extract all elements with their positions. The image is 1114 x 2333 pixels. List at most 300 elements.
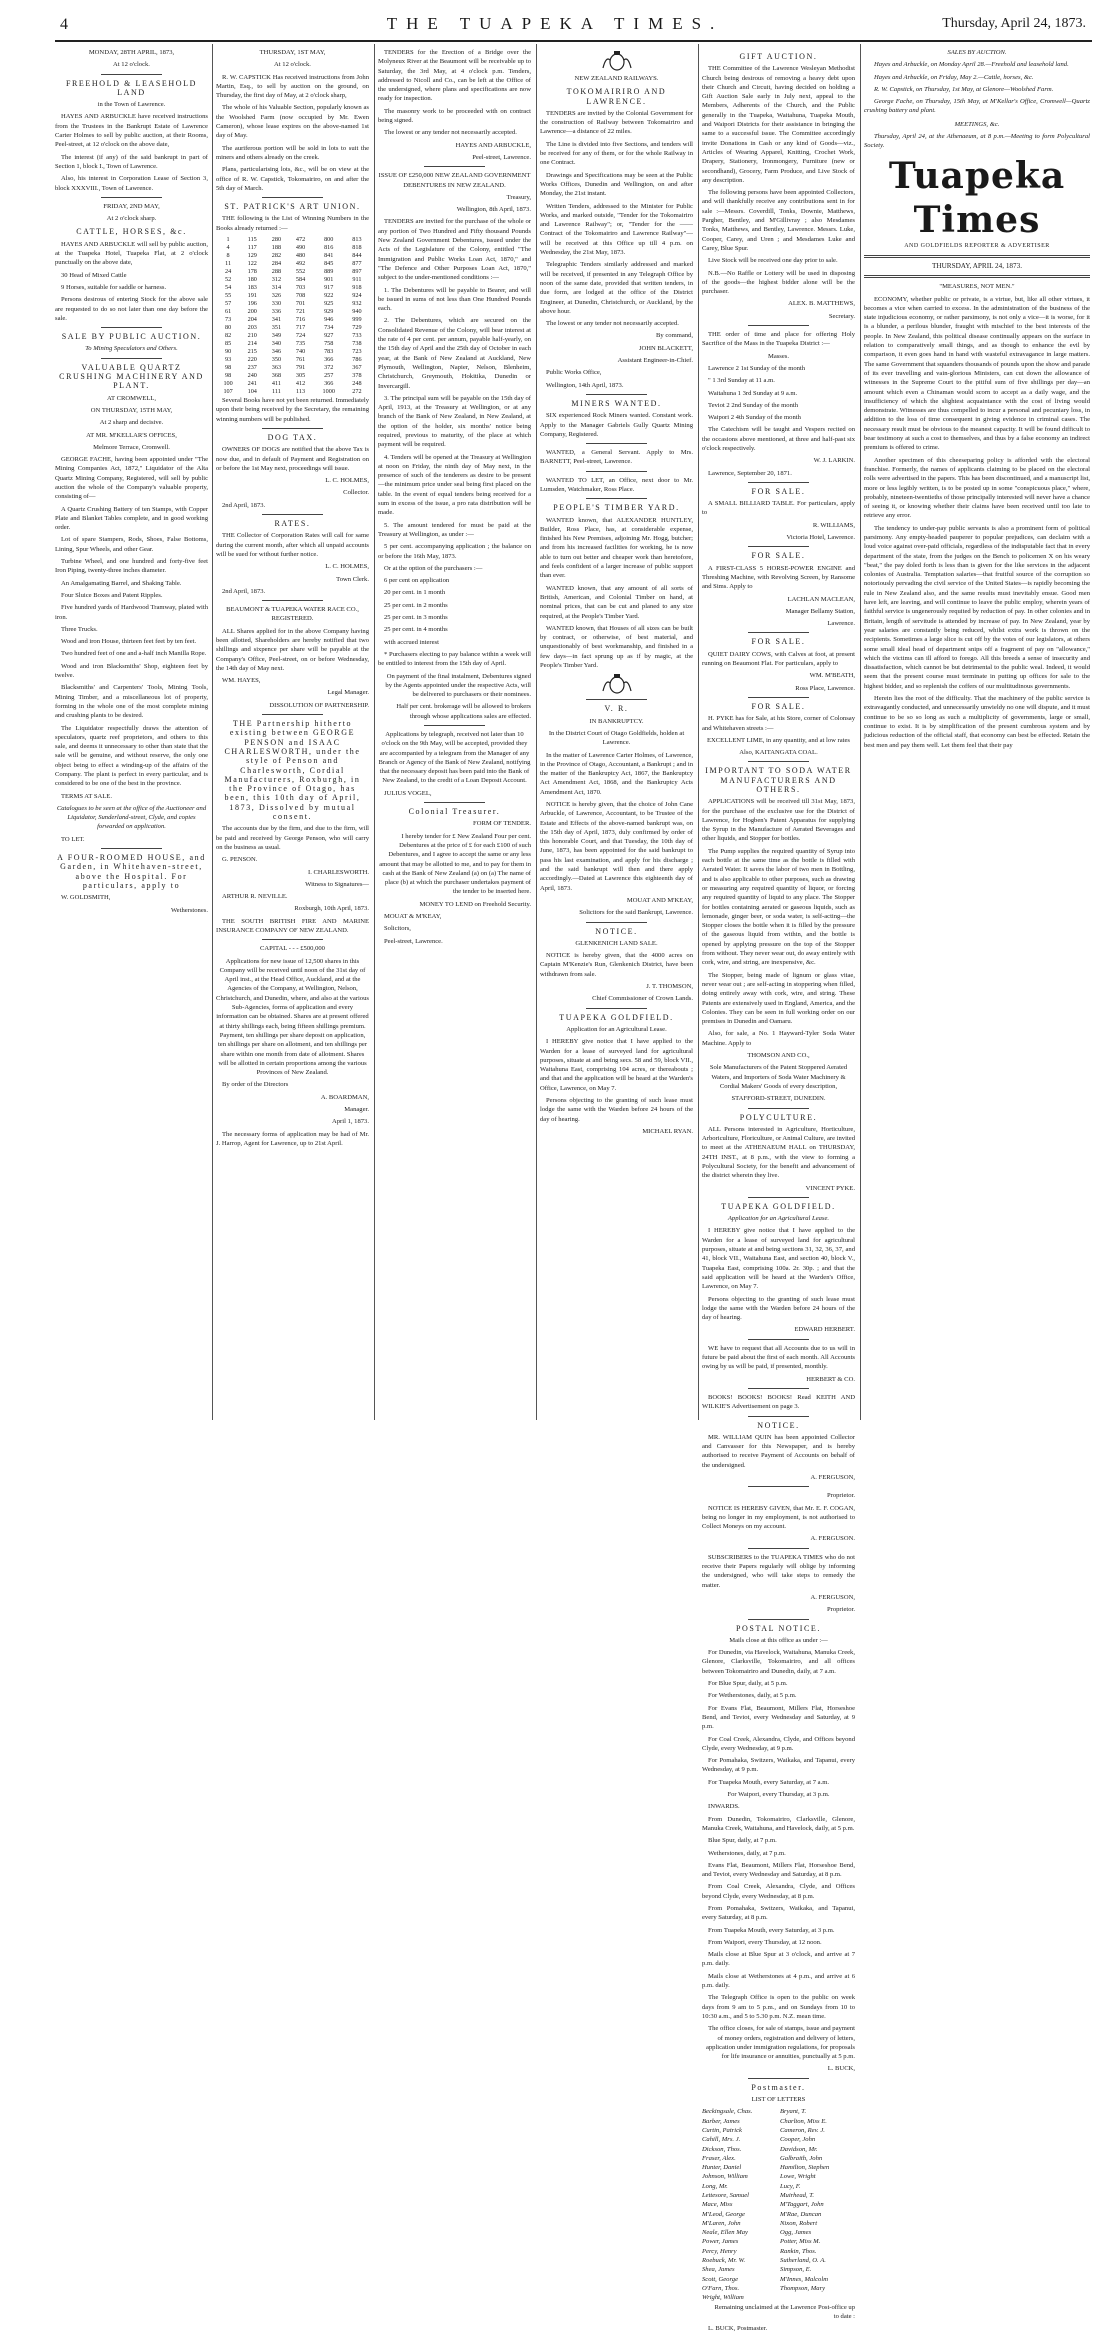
advert-text: Wellington, 8th April, 1873.	[456, 206, 531, 214]
advert-text: I. CHARLESWORTH.	[308, 868, 369, 876]
editorial-paragraph: ECONOMY, whether public or private, is a virtue, but, like all other virtues, it becomes a vice when carried to excess. In the administration of the business of the state injudicious economy, or rather parsimony, is not only a vice—it is worse, for it is a blunder, a perilous blunder, fraught with mischief to the best interests of the people. In New Zealand, this political disease continually appears on the surface in relation to comparatively small things, and as though to enhance the evil by comparison, it even goes hand in hand with wasteful extravagance in large matters. The same Government that squanders thousands of pounds upon the show and parade of its ever travelling and vain-glorious Ministers, can cut down the allowance of witnesses in the Supreme Court to the pitiful sum of five shillings per day—an amount which even a Chinaman would scorn to accept as a daily wage, and the insufficiency of which the slightest acquaintance with the cost of living would demonstrate. Witnesses are thus compelled to incur a personal and pecuniary loss, in addition to the loss of time consequent in giving evidence in criminal cases. The necessary result must be obvious to the meanest capacity. It will be found difficult to bear testimony at such a cost to themselves, and thus by a false economy an indirect premium is offered to crime.	[864, 295, 1090, 452]
advert-separator	[101, 197, 162, 198]
notice-text: BOOKS! BOOKS! BOOKS! Read KEITH AND WILKIE'S Advertisement on page 3.	[702, 1393, 855, 1411]
advert-separator	[101, 848, 162, 849]
advert-text: 5 per cent. accompanying application ; the balance on or before the 16th May, 1873.	[378, 543, 531, 560]
letter-name: Hamilton, Stephen	[780, 2164, 830, 2172]
notice-text: The Telegraph Office is open to the public on week days from 9 am to 5 p.m., and on Sundays from 10 to 10:30 a.m., and 5 to 5.30 p.m. N.Z. mean time.	[702, 1994, 855, 2020]
advert-text: At 2 o'clock sharp.	[106, 215, 157, 223]
table-cell: 922	[324, 292, 334, 300]
table-cell: 98	[224, 364, 232, 372]
notice-text: HERBERT & CO.	[806, 1375, 855, 1383]
table-cell: 57	[224, 300, 232, 308]
table-cell: 999	[352, 316, 362, 324]
table-cell: 346	[271, 348, 282, 356]
advert-text: TENDERS are invited by the Colonial Government for the construction of Railway between Tokomairiro and Lawrence—a distance of 22 miles.	[540, 109, 693, 136]
table-cell: 1000	[322, 388, 335, 396]
advert-text: Victoria Hotel, Lawrence.	[786, 534, 855, 542]
advert-text: NOTICE is hereby given, that the choice of John Cane Arbuckle, of Lawrence, Accountant, to be Trustee of the Estate and Effects of the above-named bankrupt was, on the 15th day of April, 1873, duly confirmed by order of this honorable Court, and that Tuesday, the 10th day of June, 1873, has been appointed for the said bankrupt to pass his last examination, and apply for his discharge ; and the said bankrupt will then and there apply accordingly.—Dated at Lawrence this eighteenth day of April, 1873.	[540, 801, 693, 892]
notice-text: From Coal Creek, Alexandra, Clyde, and Offices beyond Clyde, every Wednesday, at 8 p.m.	[702, 1883, 855, 1900]
letter-name: Percy, Henry	[702, 2247, 737, 2255]
table-cell: 733	[352, 332, 362, 340]
advert-text: THE SOUTH BRITISH FIRE AND MARINE INSURANCE COMPANY OF NEW ZEALAND.	[216, 917, 369, 934]
table-cell: 758	[324, 340, 334, 348]
meetings-list	[864, 132, 1090, 151]
advert-text: CAPITAL - - - £500,000	[260, 945, 325, 953]
table-cell: 54	[224, 284, 232, 292]
advert-separator	[101, 327, 162, 328]
running-masthead: THE TUAPEKA TIMES.	[386, 14, 724, 33]
advert-text: By order of the Directors	[222, 1081, 289, 1089]
table-cell: 366	[324, 380, 334, 388]
sales-list	[864, 60, 1090, 115]
table-cell: 877	[352, 260, 362, 268]
letter-name: Charlton, Miss E.	[780, 2117, 827, 2125]
advert-text: Four Sluice Boxes and Patent Ripples.	[61, 591, 163, 599]
letter-name: Ogg, James	[780, 2229, 812, 2237]
table-cell: 282	[271, 252, 282, 260]
notice-text: LIST OF LETTERS	[751, 2096, 806, 2104]
advert-text: THURSDAY, 1ST MAY,	[259, 49, 326, 56]
advert-text: THE following is the List of Winning Numbers in the Books already returned :—	[216, 215, 369, 232]
advert-text: BEAUMONT & TUAPEKA WATER RACE CO., REGISTERED.	[226, 606, 359, 623]
table-cell: 911	[352, 276, 362, 284]
advert-text: Applications by telegraph, received not later than 10 o'clock on the 9th May, will be accepted, provided they are accompanied by a telegram from the Manager of any Branch or Agency of the Bank of New Zealand, notifying that the necessary deposit has been paid into the Bank of New Zealand, to the credit of a Loan Deposit Account.	[378, 731, 531, 785]
table-row	[216, 364, 369, 372]
table-cell: 183	[247, 284, 257, 292]
advert-text: FORM OF TENDER.	[473, 820, 531, 828]
table-cell: 897	[352, 268, 362, 276]
notice-text: Proprietor.	[826, 1492, 855, 1500]
advert-text: H. PYKE has for Sale, at his Store, corner of Colonsay and Whitehaven streets :—	[702, 715, 855, 732]
table-cell: 783	[324, 348, 334, 356]
advert-text: 25 per cent. in 2 months	[384, 601, 448, 609]
table-cell: 73	[224, 316, 232, 324]
notice-text: A. FERGUSON,	[810, 1593, 855, 1601]
table-cell: 188	[271, 244, 282, 252]
winning-numbers-table	[216, 236, 369, 396]
notice-text: A. FERGUSON,	[810, 1474, 855, 1481]
table-cell: 368	[271, 372, 282, 380]
letter-name: Lowe, Wright	[780, 2173, 816, 2181]
notice-text: Application for an Agricultural Lease.	[727, 1215, 830, 1223]
letter-name: Muirhead, T.	[780, 2192, 815, 2199]
notice-text: EDWARD HERBERT.	[794, 1326, 855, 1334]
advert-text: Persons desirous of entering Stock for the above sale are requested to do so not later than one day before the sale.	[55, 296, 208, 322]
table-row	[216, 332, 369, 340]
column-divider	[698, 44, 699, 1420]
advert-text: GEORGE FACHE, having been appointed under "The Mining Companies Act, 1872," Liquidator of the Alta Quartz Mining Company, Registered, will sell by public auction the whole of the Company's valuable property, consisting of—	[55, 456, 208, 501]
table-cell: 412	[295, 380, 306, 388]
table-cell: 104	[247, 388, 257, 396]
advert-text: Applications for new issue of 12,500 shares in this Company will be received until noon of the 31st day of April inst., at the Head Office, Auckland, and at the Agencies of the Company, at Wellington, Nelson, Christchurch, and Dunedin, where, and also at the various Sub-Agencies, forms of application and every information can be obtained. Shares are at present offered at thirty shillings each, being fifteen shillings premium. Payment, ten shillings per share deposit on application, ten shillings per share on allotment, and ten shillings per share within one month from date of allotment. Shares will be allotted in certain proportions among the various Provinces of New Zealand.	[216, 957, 369, 1077]
advert-text: Blacksmiths' and Carpenters' Tools, Mining Tools, Mining Timber, and a miscellaneous lot of property, forming in the whole one of the most complete mining and crushing plants to be desired.	[55, 684, 208, 720]
notice-text: For Evans Flat, Beaumont, Millers Flat, Horseshoe Bend, and Teviot, every Wednesday and Saturday, at 9 p.m.	[702, 1704, 855, 1731]
notice-text: NOTICE IS HEREBY GIVEN, that Mr. E. F. COGAN, being no longer in my employment, is not authorised to Collect Moneys on my account.	[702, 1504, 855, 1531]
advert-text: MOUAT AND M'KEAY,	[626, 896, 693, 904]
table-cell: 220	[247, 356, 257, 364]
advert-text: Telegraphic Tenders similarly addressed and marked will be received, if presented in any Telegraph Office by noon of the same date, provided that written tenders, in due form, are lodged at the office of the District Engineer, at Dunedin, Christchurch, or Auckland, by the above hour.	[540, 261, 693, 315]
advert-text: Peel-street, Lawrence.	[384, 937, 443, 945]
advert-separator	[101, 74, 162, 75]
advert-text: Peel-street, Lawrence.	[472, 153, 531, 161]
column-5	[702, 48, 855, 2333]
advert-text: RATES.	[274, 519, 311, 529]
notice-text: Postmaster.	[751, 2082, 806, 2092]
advert-text: To Mining Speculators and Others.	[85, 345, 178, 353]
advert-separator	[586, 498, 647, 499]
letter-name: Davidson, Mr.	[780, 2145, 818, 2153]
advert-text: Five hundred yards of Hardwood Tramway, plated with iron.	[55, 604, 208, 621]
advert-text: 2nd April, 1873.	[222, 587, 266, 595]
letter-name: Galbraith, John	[780, 2154, 823, 2162]
advert-text: V. R.	[604, 704, 629, 714]
table-cell: 584	[295, 276, 306, 284]
advert-text: 30 Head of Mixed Cattle	[61, 271, 127, 279]
advert-text: Two hundred feet of one and a-half inch Manilla Rope.	[61, 650, 207, 658]
advert-text: ISSUE OF £250,000 NEW ZEALAND GOVERNMENT DEBENTURES IN NEW ZEALAND.	[378, 172, 531, 189]
table-cell: 734	[324, 324, 334, 332]
advert-separator	[586, 699, 647, 700]
advert-text: SALE BY PUBLIC AUCTION.	[61, 332, 202, 342]
letter-name: Shea, James	[702, 2266, 735, 2274]
advert-text: W. J. LARKIN.	[813, 457, 855, 465]
advert-text: Sole Manufacturers of the Patent Stoppered Aerated Waters, and Importers of Soda Water Machinery & Cordial Makers' Goods of every description,	[709, 1064, 848, 1090]
table-cell: 117	[247, 244, 257, 252]
letters-column	[780, 2107, 855, 2302]
advert-text: The Catechism will be taught and Vespers recited on the occasions above mentioned, at three and half-past six o'clock respectively.	[702, 426, 855, 452]
letter-name: Scott, George	[702, 2275, 739, 2283]
advert-text: Waitahuna 1 3rd Sunday at 9 a.m.	[708, 389, 798, 397]
letter-name: Sutherland, O. A.	[780, 2257, 826, 2265]
advert-text: Catalogues to be seen at the office of the Auctioneer and Liquidator, Sunderland-street, Clyde, and copies forwarded on application.	[56, 804, 207, 831]
table-cell: 180	[247, 276, 257, 284]
column-divider	[536, 44, 537, 1420]
advert-text: At 2 sharp and decisive.	[99, 419, 164, 427]
advert-text: * Purchasers electing to pay balance within a week will be entitled to interest from the 15th day of April.	[378, 650, 531, 668]
letter-name: Mace, Miss	[702, 2201, 733, 2209]
letter-name: Lettesore, Samuel	[702, 2192, 750, 2199]
table-cell: 889	[324, 268, 334, 276]
advert-separator	[748, 761, 809, 762]
advert-text: The interest (if any) of the said bankrupt in part of Section 1, block I., Town of Lawrence.	[55, 153, 208, 170]
advert-text: ALEX. B. MATTHEWS,	[788, 300, 855, 308]
advert-text: EXCELLENT LIME, in any quantity, and at low rates	[706, 736, 850, 744]
letter-name: O'Farn, Thos.	[702, 2284, 740, 2292]
table-cell: 200	[247, 308, 257, 316]
table-cell: 927	[324, 332, 334, 340]
advert-text: HAYES AND ARBUCKLE will sell by public auction, at the Tuapeka Hotel, Tuapeka Flat, at 2 o'clock punctually on the above date,	[55, 240, 208, 267]
advert-text: Three Trucks.	[61, 625, 98, 633]
advert-text: MONEY TO LEND on Freehold Security.	[419, 900, 531, 908]
advert-text: DOG TAX.	[267, 432, 318, 442]
table-cell: 841	[324, 252, 334, 260]
table-cell: 918	[352, 284, 362, 292]
advert-text: STAFFORD-STREET, DUNEDIN.	[731, 1095, 826, 1103]
table-cell: 929	[324, 308, 334, 316]
advert-text: The masonry work to be proceeded with on contract being signed.	[378, 107, 531, 125]
notice-text: From Dunedin, Tokomairiro, Clarksville, Glenore, Manuka Creek, Waitahuna, and Havelock, daily, at 5 p.m.	[702, 1815, 855, 1832]
advert-text: THE order of time and place for offering Holy Sacrifice of the Mass in the Tuapeka District :—	[702, 331, 855, 348]
letter-name: Johnson, William	[702, 2173, 748, 2181]
letter-name: Rankin, Thos.	[780, 2247, 817, 2255]
advert-text: A SMALL BILLIARD TABLE. For particulars, apply to	[702, 500, 855, 517]
notice-text: L. BUCK, Postmaster.	[708, 2325, 768, 2333]
letter-name: Cooper, John	[780, 2136, 816, 2144]
letter-name: Hunter, Daniel	[702, 2164, 742, 2172]
table-cell: 940	[352, 308, 362, 316]
notice-text: For Blue Spur, daily, at 5 p.m.	[708, 1680, 788, 1688]
royal-crest-icon	[600, 50, 634, 72]
advert-text: GLENKENICH LAND SALE.	[575, 939, 658, 947]
table-cell: 816	[324, 244, 334, 252]
advert-text: The accounts due by the firm, and due to the firm, will be paid and received by George Penson, who will carry on the business as usual.	[216, 825, 369, 851]
advert-text: THOMSON AND CO.,	[747, 1052, 810, 1060]
meetings-heading: MEETINGS, &c.	[954, 120, 1000, 128]
table-row	[216, 244, 369, 252]
advert-text: Secretary.	[828, 312, 855, 320]
table-cell: 740	[295, 348, 306, 356]
advert-text: Colonial Treasurer.	[408, 807, 501, 817]
editorial-motto: "MEASURES, NOT MEN."	[939, 283, 1015, 291]
notice-text: MR. WILLIAM QUIN has been appointed Collector and Canvasser for this Newspaper, and is hereby authorised to receive Payment of Accounts on behalf of the undersigned.	[702, 1433, 855, 1469]
advert-text: Also, his interest in Corporation Lease of Section 3, block XXXVIII., Town of Lawrence.	[55, 175, 208, 192]
letter-name: Thompson, Mary	[780, 2284, 826, 2292]
letter-name: Potter, Miss M.	[780, 2238, 821, 2246]
table-cell: 844	[352, 252, 362, 260]
advert-text: JULIUS VOGEL,	[384, 789, 432, 797]
advert-text: TOKOMAIRIRO AND LAWRENCE.	[566, 87, 667, 106]
table-cell: 85	[224, 340, 232, 348]
table-cell: 284	[271, 260, 282, 268]
advert-text: TERMS AT SALE.	[61, 792, 112, 800]
table-cell: 8	[226, 252, 230, 260]
letter-name: Dickson, Thos.	[702, 2145, 742, 2153]
advert-text: FREEHOLD & LEASEHOLD LAND	[65, 78, 198, 97]
editorial-masthead: Tuapeka Times	[888, 154, 1066, 241]
advert-text: A FIRST-CLASS 5 HORSE-POWER ENGINE and Threshing Machine, with Revolving Screen, by Ransome and Sims. Apply to	[702, 564, 855, 591]
advert-text: 2nd April, 1873.	[222, 501, 266, 509]
advert-text: TENDERS for the Erection of a Bridge over the Molyneux River at the Beaumont will be receivable up to Saturday, the 3rd May, at 4 o'clock p.m. Tenders, addressed to Nicoll and Co., can be left at the Office of the undersigned, where plans and specifications are now ready for inspection.	[378, 49, 531, 103]
advert-text: W. GOLDSMITH,	[61, 894, 111, 902]
table-cell: 129	[247, 252, 257, 260]
advert-text: Application for an Agricultural Lease.	[566, 1025, 667, 1033]
column-3	[378, 48, 531, 1418]
table-cell: 52	[224, 276, 232, 284]
table-cell: 490	[295, 244, 306, 252]
letter-name: Barber, James	[702, 2117, 740, 2125]
table-cell: 723	[352, 348, 362, 356]
notice-text: For Waipori, every Thursday, at 3 p.m.	[727, 1791, 830, 1799]
table-row	[216, 236, 369, 244]
advert-text: Wood and iron Blacksmiths' Shop, eighteen feet by twelve.	[55, 662, 208, 680]
table-cell: 729	[352, 324, 362, 332]
masthead-rule	[864, 275, 1090, 278]
table-row	[216, 276, 369, 284]
letters-column	[702, 2107, 777, 2302]
sale-listing: Hayes and Arbuckle, on Monday April 28.—Freehold and leasehold land.	[874, 61, 1069, 69]
advert-text: Legal Manager.	[327, 689, 369, 697]
advert-separator	[586, 394, 647, 395]
advert-text: WANTED known, that Houses of all sizes can be built by contract, or otherwise, of best material, and unquestionably of best workmanship, and finished in a few days—in fact sprung up as if by magic, at the People's Timber Yard.	[540, 624, 693, 670]
editorial-text	[864, 295, 1090, 750]
notice-text: Mails close at this office as under :—	[729, 1636, 828, 1644]
advert-text: FOR SALE.	[751, 551, 806, 561]
advert-separator	[748, 482, 809, 483]
advert-text: Several Books have not yet been returned. Immediately upon their being received by the Secretary, the remaining winning numbers will be published.	[216, 397, 369, 423]
advert-separator	[586, 443, 647, 444]
letter-name: Long, Mr.	[702, 2182, 728, 2190]
table-cell: 178	[247, 268, 257, 276]
notice-text: Remaining unclaimed at the Lawrence Post-office up to date :	[714, 2303, 855, 2320]
table-cell: 367	[352, 364, 362, 372]
notice-text: Mails close at Blue Spur at 3 o'clock, and arrive at 7 p.m. daily.	[702, 1951, 855, 1968]
advert-text: NOTICE.	[595, 926, 638, 936]
advert-separator	[748, 325, 809, 326]
advert-text: WANTED TO LET, an Office, next door to Mr. Lumsden, Watchmaker, Ross Place.	[540, 476, 693, 493]
advert-text: FOR SALE.	[751, 486, 806, 496]
table-cell: 552	[295, 268, 306, 276]
advert-separator	[748, 1108, 809, 1109]
table-cell: 98	[224, 372, 232, 380]
notice-text: From Pomahaka, Switzers, Waikaka, and Tapanui, every Saturday, at 8 p.m.	[702, 1904, 855, 1922]
advert-text: Also, KAITANGATA COAL.	[739, 749, 818, 757]
table-cell: 93	[224, 356, 232, 364]
table-cell: 115	[247, 236, 257, 244]
notice-text: POSTAL NOTICE.	[735, 1623, 822, 1633]
advert-text: Turbine Wheel, and one hundred and forty-five feet Iron Piping, twenty-three inches diameter.	[55, 558, 208, 575]
table-cell: 716	[295, 316, 306, 324]
table-row	[216, 388, 369, 396]
table-cell: 237	[247, 364, 257, 372]
advert-text: Melmore Terrace, Cromwell.	[93, 443, 170, 451]
advert-text: IMPORTANT TO SODA WATER MANUFACTURERS AND OTHERS.	[705, 766, 852, 794]
table-cell: 800	[324, 236, 334, 244]
table-cell: 924	[352, 292, 362, 300]
advert-text: HAYES AND ARBUCKLE have received instructions from the Trustees in the Bankrupt Estate of Lawrence Carter Holmes to sell by public auction, at their Rooms, Peel-street, at 12 o'clock on the above date,	[55, 113, 208, 149]
advert-text: Or at the option of the purchasers :—	[384, 564, 483, 572]
advert-text: L. C. HOLMES,	[325, 563, 369, 571]
advert-text: in the Town of Lawrence.	[97, 101, 166, 109]
advert-text: LACHLAN MACLEAN,	[787, 595, 855, 603]
advert-text: R. WILLIAMS,	[812, 521, 855, 529]
advert-text: Manager.	[344, 1106, 369, 1114]
advert-text: QUIET DAIRY COWS, with Calves at foot, at present running on Beaumont Flat. For particulars, apply to	[702, 650, 855, 668]
advert-separator	[748, 1619, 809, 1620]
table-cell: 4	[226, 244, 230, 252]
advert-separator	[262, 600, 323, 601]
advert-text: WM. HAYES,	[222, 677, 261, 685]
advert-text: TUAPEKA GOLDFIELD.	[559, 1012, 674, 1022]
advert-text: Manager Bellamy Station,	[785, 607, 855, 615]
table-cell: 90	[224, 348, 232, 356]
advert-text: The auriferous portion will be sold in lots to suit the miners and others already on the creek.	[216, 144, 369, 161]
table-row	[216, 308, 369, 316]
advert-text: OWNERS OF DOGS are notified that the above Tax is now due, and in default of Payment and Registration on or before the 1st May next, proceedings will issue.	[216, 446, 369, 472]
table-cell: 11	[225, 260, 232, 268]
advert-text: Lot of spare Stampers, Rods, Shoes, False Bottoms, Lining, Spur Wheels, and other Gear.	[55, 536, 208, 553]
advert-text: CATTLE, HORSES, &c.	[76, 227, 187, 237]
advert-text: The lowest or any tender not necessarily accepted.	[546, 320, 679, 328]
advert-text: 3. The principal sum will be payable on the 15th day of April, 1913, at the Treasury at Wellington, or at any branch of the Bank of New Zealand, in New Zealand, at the option of the holder, six months' notice being required, previous to maturity, of the place at which payment will be required.	[378, 394, 531, 449]
advert-text: THE Collector of Corporation Rates will call for same during the current month, after which all unpaid accounts will be sued for without further notice.	[216, 532, 369, 558]
table-cell: 340	[271, 340, 282, 348]
advert-text: The following persons have been appointed Collectors, and will thankfully receive any contributions sent in for sale :—Messrs. Coverdill, Tonks, Downie, Matthews, Pargher, Bentley, and M'Gillivray ; also Mesdames Tonks, Matthews, and Bentley, Lawrence. Messrs. Luke, Cooper, Carey, and Uren ; and Mesdames Luke and Carey, Blue Spur.	[702, 189, 855, 252]
advert-text: FOR SALE.	[751, 701, 806, 711]
table-cell: 701	[295, 300, 306, 308]
header-date: Thursday, April 24, 1873.	[942, 16, 1086, 31]
notice-text: From Waipori, every Thursday, at 12 noon.	[708, 1938, 822, 1946]
letter-name: M'Leod, George	[702, 2210, 745, 2218]
letter-name: Fraser, Alex.	[702, 2154, 736, 2162]
table-row	[216, 260, 369, 268]
table-cell: 917	[324, 284, 334, 292]
letter-name: M'Laren, John	[702, 2219, 741, 2227]
letter-name: Neale, Ellen May	[702, 2229, 748, 2237]
letter-name: M'Taggart, John	[780, 2201, 824, 2209]
notice-text: L. BUCK,	[827, 2065, 855, 2073]
table-row	[216, 268, 369, 276]
table-cell: 214	[247, 340, 257, 348]
letter-name: Wright, William	[702, 2294, 744, 2302]
table-cell: 472	[295, 236, 306, 244]
advert-text: The lowest or any tender not necessarily accepted.	[384, 129, 517, 137]
table-row	[216, 348, 369, 356]
advert-text: 25 per cent. in 3 months	[384, 614, 448, 622]
table-cell: 196	[247, 300, 257, 308]
advert-separator	[748, 697, 809, 698]
sales-heading: SALES BY AUCTION.	[947, 49, 1007, 56]
advert-text: The Pump supplies the required quantity of Syrup into each bottle at the same time as the bottle is filled with Aerated Water. It saves the labor of two men in Bottling, and is also applicable to other purposes, such as drawing or measuring any required quantity of liquor, or forcing any required quantity of liquid to any place. The Stopper for bottles containing aerated or gaseous liquids, such as lemonade, ginger beer, or soda water, is self-acting—the Stopper closes the bottle when it is filled by the pressure of the gaseous liquid from within, and the bottle is opened by applying pressure on the top of the Stopper from without. They never wear out, do away entirely with cork, wire, and string, are inexpensive, &c.	[702, 847, 855, 967]
notice-text: For Tuapeka Mouth, every Saturday, at 7 a.m.	[708, 1778, 829, 1786]
advert-separator	[748, 1416, 809, 1417]
notice-text: VINCENT PYKE.	[805, 1184, 855, 1192]
advert-separator	[262, 514, 323, 515]
notice-text: From Tuapeka Mouth, every Saturday, at 3 p.m.	[708, 1926, 835, 1934]
table-cell: 203	[247, 324, 257, 332]
table-row	[216, 292, 369, 300]
table-row	[216, 340, 369, 348]
table-cell: 288	[271, 268, 282, 276]
advert-text: VALUABLE QUARTZ CRUSHING MACHINERY AND PLANT.	[59, 362, 204, 391]
sale-listing: George Fache, on Thursday, 15th May, at M'Kellar's Office, Cromwell—Quartz crushing battery and plant.	[864, 98, 1090, 115]
notice-text: Persons objecting to the granting of such lease must lodge the same with the Warden before 24 hours of the day of hearing.	[702, 1295, 855, 1322]
advert-separator	[424, 725, 485, 726]
notice-text: For Pomahaka, Switzers, Waikaka, and Tapanui, every Wednesday, at 9 p.m.	[702, 1757, 855, 1774]
advert-text: G. PENSON.	[222, 856, 258, 864]
letter-name: Bryant, T.	[780, 2108, 807, 2116]
letter-name: Lucy, F.	[780, 2182, 801, 2190]
table-cell: 813	[352, 236, 362, 244]
advert-text: MOUAT & M'KEAY,	[384, 913, 442, 921]
table-cell: 721	[295, 308, 306, 316]
table-cell: 82	[224, 332, 232, 340]
editorial-paragraph: Another specimen of this cheeseparing policy is afforded with the electoral franchise. Formerly, the names of applicants claiming to be placed on the electoral rolls were advertised in the papers. This has been discontinued, and a manuscript list, more or less legibly written, is to be posted up in some "conspicuous place," where, probably, nineteen-twentieths of those principally interested will never have a chance of seeing it, or knowing whether their claims have been received until too late to retrieve any error.	[864, 456, 1090, 520]
table-cell: 480	[295, 252, 306, 260]
table-cell: 241	[247, 380, 257, 388]
advert-text: In the matter of Lawrence Carter Holmes, of Lawrence, in the Province of Otago, Accountant, a Bankrupt ; and in the matter of the Bankruptcy Act, 1867, the Bankruptcy Act Amendment Act, 1868, and the Bankruptcy Acts Amendment Act, 1870.	[540, 751, 693, 796]
advert-text: 9 Horses, suitable for saddle or harness.	[61, 283, 167, 291]
advert-text: By command,	[656, 332, 693, 340]
advert-text: Waipori 2 4th Sunday of the month	[708, 414, 801, 422]
advert-text: THE Partnership hitherto existing between GEORGE PENSON and ISAAC CHARLESWORTH, under the style of Penson and Charlesworth, Cordial Manufacturers, Roxburgh, in the Province of Otago, has been, this 10th day of April, 1873, Dissolved by mutual consent.	[224, 719, 361, 822]
table-cell: 55	[224, 292, 232, 300]
advert-separator	[262, 428, 323, 429]
advert-text: Lawrence, September 20, 1871.	[708, 469, 792, 477]
table-cell: 946	[324, 316, 334, 324]
advert-text: WANTED known, that any amount of all sorts of British, American, and Colonial Timber on hand, at nominal prices, that can be cut and planed to any size required, at the People's Timber Yard.	[540, 584, 693, 620]
advert-text: SIX experienced Rock Miners wanted. Constant work. Apply to the Manager Gabriels Gully Quartz Mining Company, Registered.	[540, 412, 693, 438]
